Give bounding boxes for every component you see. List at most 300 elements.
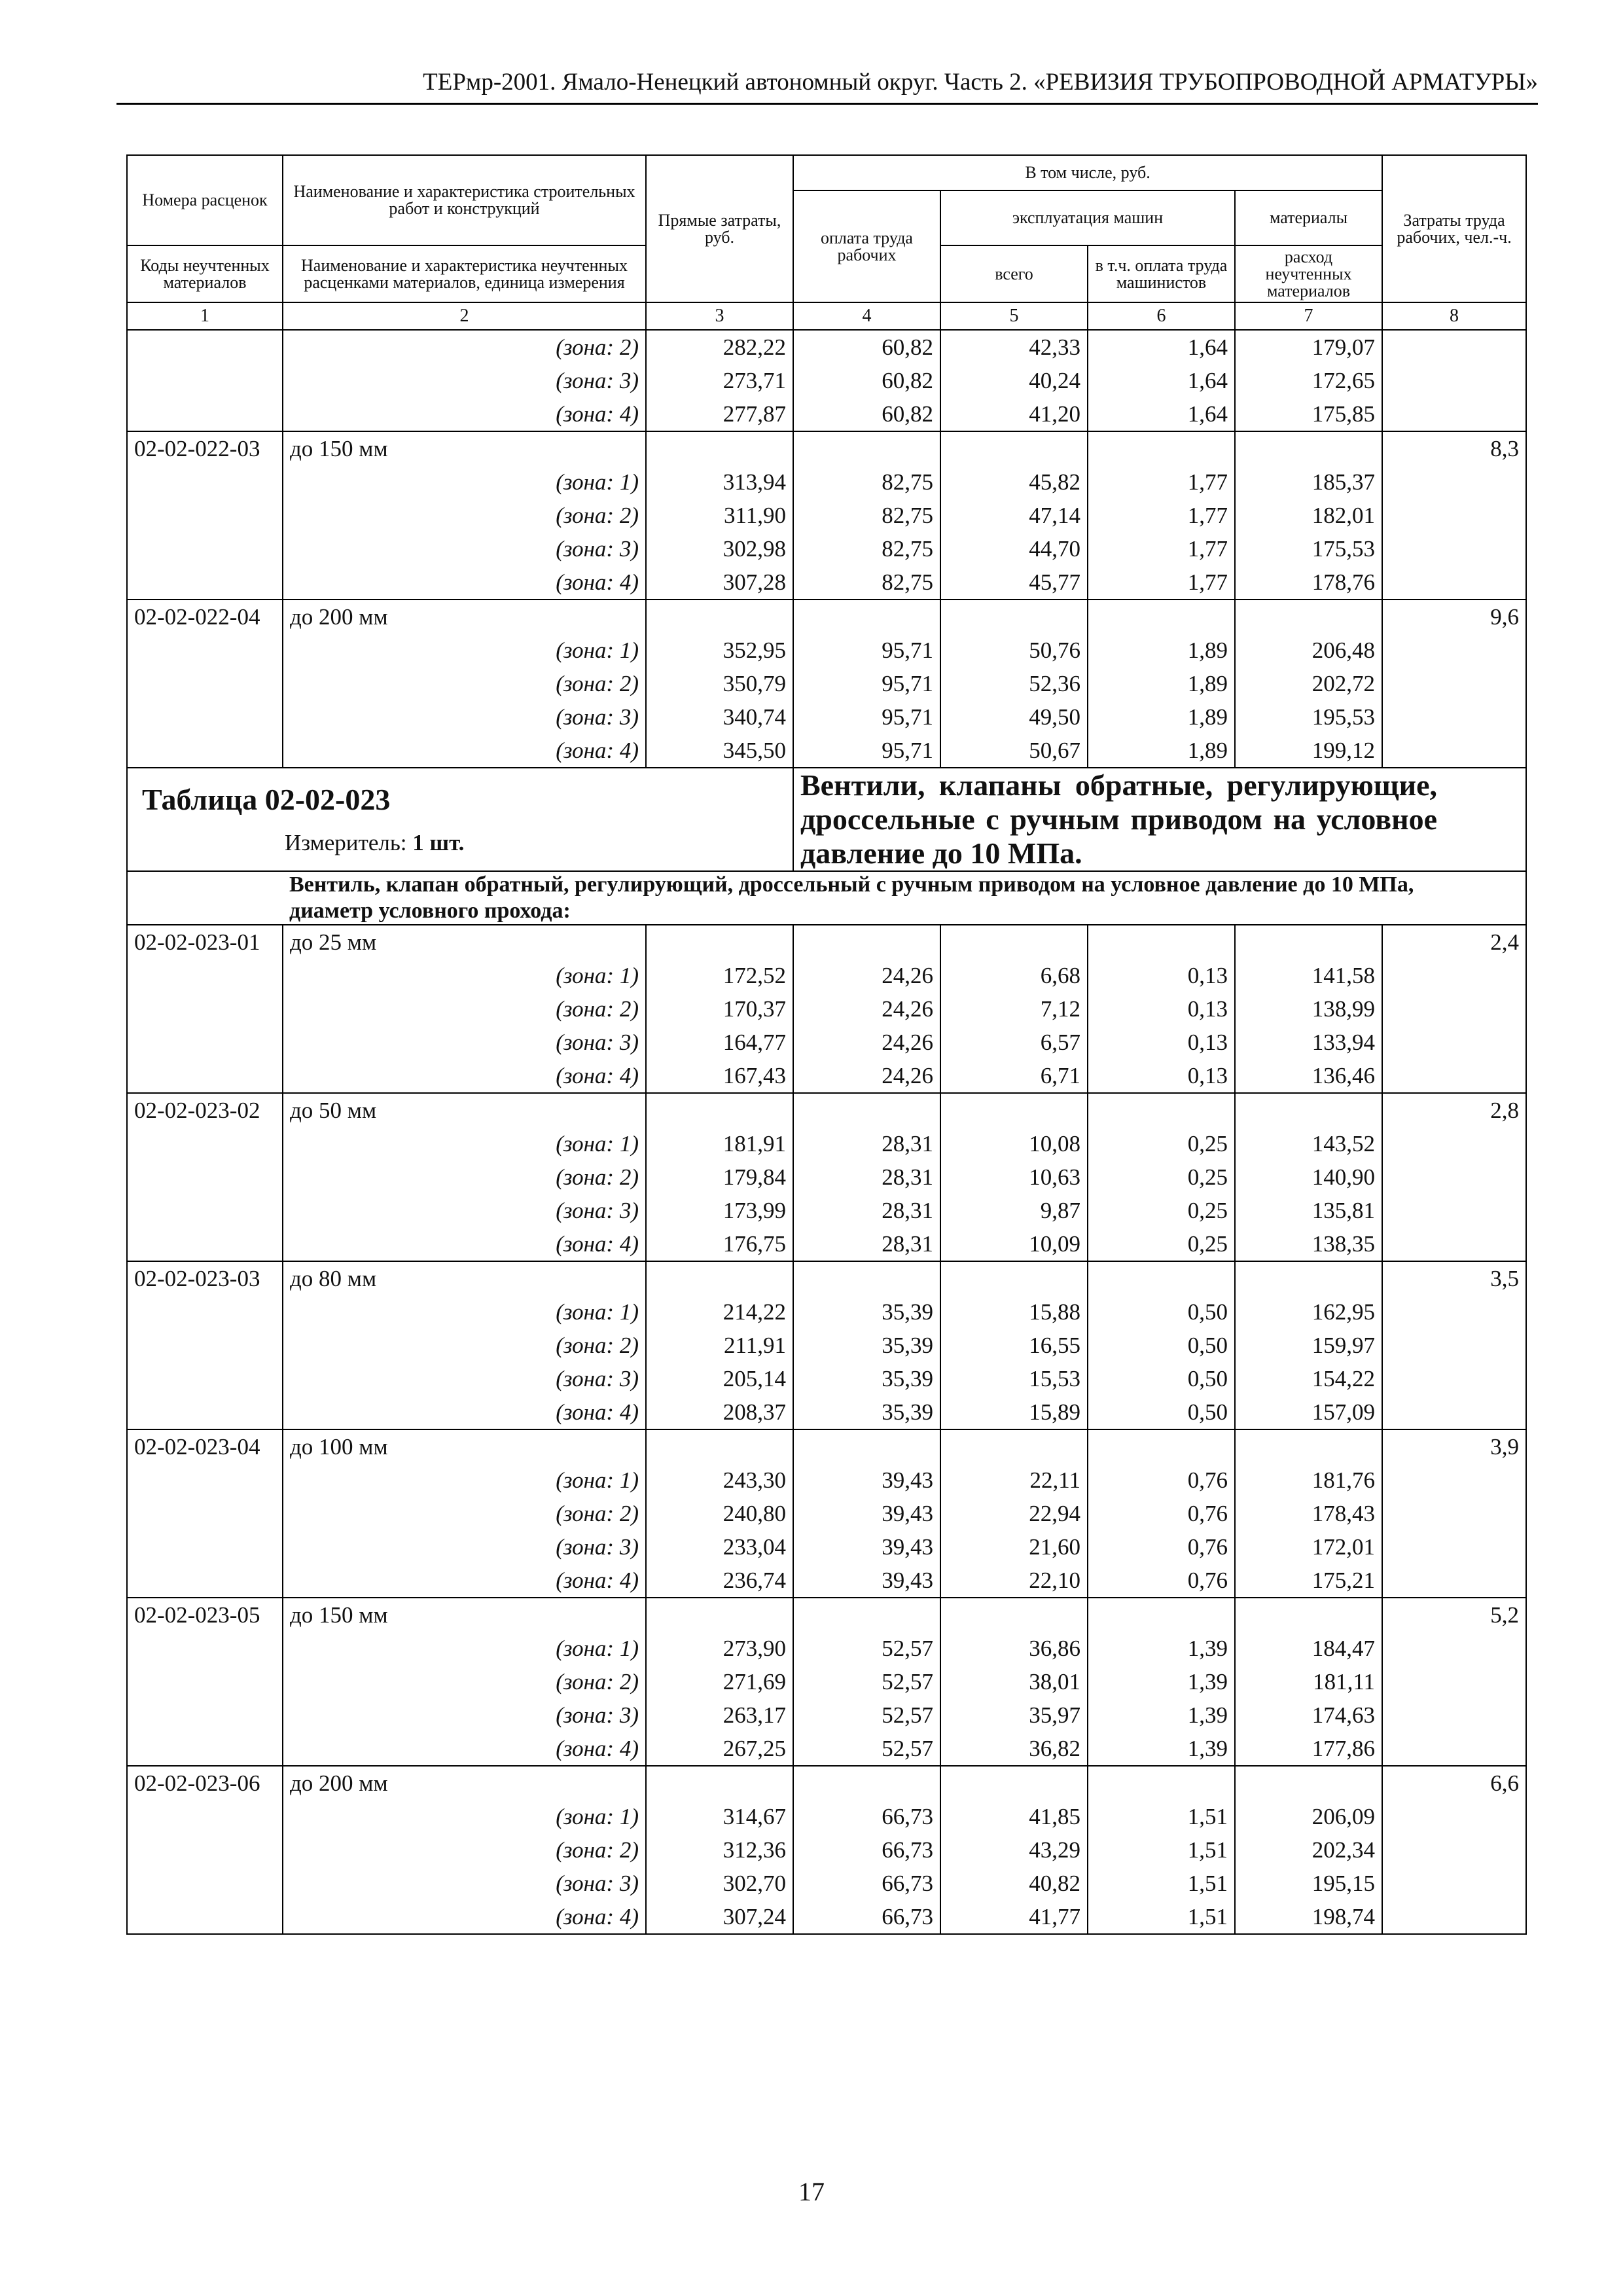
empty-cell xyxy=(1235,1766,1382,1800)
zone-label: (зона: 4) xyxy=(283,565,646,600)
machines-total: 50,76 xyxy=(940,634,1088,667)
labor-pay: 52,57 xyxy=(793,1698,940,1732)
header-machines-total: всего xyxy=(940,245,1088,302)
zone-row xyxy=(127,1227,1526,1261)
drivers-pay: 0,25 xyxy=(1088,1160,1235,1194)
materials-cost: 135,81 xyxy=(1235,1194,1382,1227)
empty-cell xyxy=(127,959,283,992)
empty-cell xyxy=(127,1530,283,1564)
zone-label: (зона: 2) xyxy=(283,1329,646,1362)
materials-cost: 181,76 xyxy=(1235,1463,1382,1497)
drivers-pay: 0,13 xyxy=(1088,1059,1235,1093)
direct-cost: 340,74 xyxy=(646,700,793,734)
materials-cost: 138,35 xyxy=(1235,1227,1382,1261)
zone-row xyxy=(127,532,1526,565)
zone-row xyxy=(127,667,1526,700)
zone-label: (зона: 3) xyxy=(283,1698,646,1732)
empty-cell xyxy=(1382,1295,1526,1329)
drivers-pay: 1,89 xyxy=(1088,700,1235,734)
empty-cell xyxy=(127,330,283,364)
direct-cost: 176,75 xyxy=(646,1227,793,1261)
zone-row xyxy=(127,1564,1526,1598)
zone-label: (зона: 4) xyxy=(283,1395,646,1429)
zone-row xyxy=(127,565,1526,600)
machines-total: 40,82 xyxy=(940,1867,1088,1900)
table-id: Таблица 02-02-023 xyxy=(142,783,391,816)
empty-cell xyxy=(127,871,283,925)
empty-cell xyxy=(793,431,940,465)
direct-cost: 167,43 xyxy=(646,1059,793,1093)
direct-cost: 233,04 xyxy=(646,1530,793,1564)
labor-hours: 2,4 xyxy=(1382,925,1526,959)
empty-cell xyxy=(646,600,793,634)
zone-label: (зона: 3) xyxy=(283,700,646,734)
col-number: 1 xyxy=(127,302,283,330)
labor-pay: 35,39 xyxy=(793,1362,940,1395)
drivers-pay: 0,50 xyxy=(1088,1362,1235,1395)
machines-total: 36,82 xyxy=(940,1732,1088,1766)
zone-label: (зона: 3) xyxy=(283,532,646,565)
zone-label: (зона: 1) xyxy=(283,1800,646,1833)
materials-cost: 172,01 xyxy=(1235,1530,1382,1564)
zone-label: (зона: 3) xyxy=(283,1026,646,1059)
empty-cell xyxy=(127,1800,283,1833)
materials-cost: 157,09 xyxy=(1235,1395,1382,1429)
empty-cell xyxy=(1235,1093,1382,1127)
materials-cost: 185,37 xyxy=(1235,465,1382,499)
rate-name: до 200 мм xyxy=(283,600,646,634)
direct-cost: 345,50 xyxy=(646,734,793,768)
zone-label: (зона: 3) xyxy=(283,1867,646,1900)
empty-cell xyxy=(793,1093,940,1127)
zone-row xyxy=(127,1867,1526,1900)
drivers-pay: 1,64 xyxy=(1088,330,1235,364)
empty-cell xyxy=(127,1362,283,1395)
direct-cost: 173,99 xyxy=(646,1194,793,1227)
labor-pay: 39,43 xyxy=(793,1497,940,1530)
empty-cell xyxy=(127,1867,283,1900)
labor-hours: 3,9 xyxy=(1382,1429,1526,1463)
labor-pay: 95,71 xyxy=(793,667,940,700)
zone-row xyxy=(127,1160,1526,1194)
drivers-pay: 1,51 xyxy=(1088,1833,1235,1867)
rates-table xyxy=(126,154,1527,1935)
materials-cost: 202,72 xyxy=(1235,667,1382,700)
machines-total: 7,12 xyxy=(940,992,1088,1026)
col-number: 8 xyxy=(1382,302,1526,330)
direct-cost: 273,90 xyxy=(646,1632,793,1665)
machines-total: 16,55 xyxy=(940,1329,1088,1362)
empty-cell xyxy=(1235,1429,1382,1463)
machines-total: 36,86 xyxy=(940,1632,1088,1665)
empty-cell xyxy=(1235,600,1382,634)
empty-cell xyxy=(127,1564,283,1598)
empty-cell xyxy=(646,1598,793,1632)
header-consumption: расход неучтенных материалов xyxy=(1235,245,1382,302)
materials-cost: 172,65 xyxy=(1235,364,1382,397)
zone-label: (зона: 2) xyxy=(283,499,646,532)
materials-cost: 138,99 xyxy=(1235,992,1382,1026)
empty-cell xyxy=(1382,1632,1526,1665)
header-in-total: В том числе, руб. xyxy=(793,155,1382,190)
meter xyxy=(134,830,786,856)
direct-cost: 313,94 xyxy=(646,465,793,499)
labor-hours: 6,6 xyxy=(1382,1766,1526,1800)
drivers-pay: 0,76 xyxy=(1088,1530,1235,1564)
materials-cost: 178,76 xyxy=(1235,565,1382,600)
zone-row xyxy=(127,1665,1526,1698)
zone-label: (зона: 3) xyxy=(283,1194,646,1227)
empty-cell xyxy=(1382,959,1526,992)
empty-cell xyxy=(1382,1160,1526,1194)
header-drivers: в т.ч. оплата труда машинистов xyxy=(1088,245,1235,302)
direct-cost: 314,67 xyxy=(646,1800,793,1833)
direct-cost: 179,84 xyxy=(646,1160,793,1194)
zone-row xyxy=(127,1059,1526,1093)
empty-cell xyxy=(940,1093,1088,1127)
drivers-pay: 1,51 xyxy=(1088,1900,1235,1934)
empty-cell xyxy=(127,1665,283,1698)
empty-cell xyxy=(1382,992,1526,1026)
materials-cost: 140,90 xyxy=(1235,1160,1382,1194)
zone-row xyxy=(127,734,1526,768)
group-title-row xyxy=(127,871,1526,925)
empty-cell xyxy=(1382,1463,1526,1497)
labor-pay: 24,26 xyxy=(793,992,940,1026)
empty-cell xyxy=(1235,1598,1382,1632)
empty-cell xyxy=(1382,700,1526,734)
empty-cell xyxy=(940,1261,1088,1295)
zone-label: (зона: 2) xyxy=(283,1497,646,1530)
rate-code: 02-02-022-04 xyxy=(127,600,283,634)
zone-label: (зона: 2) xyxy=(283,667,646,700)
rate-code: 02-02-023-02 xyxy=(127,1093,283,1127)
materials-cost: 182,01 xyxy=(1235,499,1382,532)
empty-cell xyxy=(646,1093,793,1127)
rate-row xyxy=(127,1429,1526,1463)
empty-cell xyxy=(1382,1227,1526,1261)
empty-cell xyxy=(1235,431,1382,465)
direct-cost: 271,69 xyxy=(646,1665,793,1698)
drivers-pay: 0,76 xyxy=(1088,1564,1235,1598)
labor-hours: 2,8 xyxy=(1382,1093,1526,1127)
zone-row xyxy=(127,1026,1526,1059)
labor-pay: 28,31 xyxy=(793,1160,940,1194)
empty-cell xyxy=(127,1497,283,1530)
empty-cell xyxy=(1382,1127,1526,1160)
zone-row xyxy=(127,700,1526,734)
empty-cell xyxy=(1382,1900,1526,1934)
rate-row xyxy=(127,1261,1526,1295)
empty-cell xyxy=(1382,1059,1526,1093)
rate-row xyxy=(127,925,1526,959)
labor-pay: 95,71 xyxy=(793,734,940,768)
empty-cell xyxy=(1382,1362,1526,1395)
zone-label: (зона: 1) xyxy=(283,1295,646,1329)
empty-cell xyxy=(1235,925,1382,959)
zone-label: (зона: 2) xyxy=(283,1833,646,1867)
labor-pay: 82,75 xyxy=(793,532,940,565)
zone-label: (зона: 1) xyxy=(283,1463,646,1497)
zone-row xyxy=(127,1362,1526,1395)
header-materials: материалы xyxy=(1235,190,1382,245)
zone-label: (зона: 2) xyxy=(283,330,646,364)
drivers-pay: 0,13 xyxy=(1088,992,1235,1026)
drivers-pay: 1,77 xyxy=(1088,465,1235,499)
header-direct: Прямые затраты, руб. xyxy=(646,155,793,302)
drivers-pay: 1,51 xyxy=(1088,1800,1235,1833)
empty-cell xyxy=(1382,1530,1526,1564)
zone-row xyxy=(127,1395,1526,1429)
empty-cell xyxy=(793,1598,940,1632)
table-title-cell xyxy=(793,768,1526,871)
rate-row xyxy=(127,1598,1526,1632)
col-number: 6 xyxy=(1088,302,1235,330)
empty-cell xyxy=(793,1429,940,1463)
empty-cell xyxy=(940,1766,1088,1800)
direct-cost: 236,74 xyxy=(646,1564,793,1598)
machines-total: 45,77 xyxy=(940,565,1088,600)
zone-label: (зона: 4) xyxy=(283,397,646,431)
direct-cost: 273,71 xyxy=(646,364,793,397)
empty-cell xyxy=(940,1429,1088,1463)
empty-cell xyxy=(940,431,1088,465)
zone-row xyxy=(127,1463,1526,1497)
empty-cell xyxy=(127,1227,283,1261)
machines-total: 22,11 xyxy=(940,1463,1088,1497)
direct-cost: 307,28 xyxy=(646,565,793,600)
header-name: Наименование и характеристика строительных работ и конструкций xyxy=(283,155,646,245)
empty-cell xyxy=(127,1395,283,1429)
zone-label: (зона: 4) xyxy=(283,734,646,768)
materials-cost: 195,15 xyxy=(1235,1867,1382,1900)
drivers-pay: 1,77 xyxy=(1088,565,1235,600)
direct-cost: 172,52 xyxy=(646,959,793,992)
materials-cost: 162,95 xyxy=(1235,1295,1382,1329)
rate-row xyxy=(127,600,1526,634)
zone-label: (зона: 2) xyxy=(283,1160,646,1194)
labor-pay: 95,71 xyxy=(793,634,940,667)
col-number: 4 xyxy=(793,302,940,330)
empty-cell xyxy=(127,1194,283,1227)
labor-pay: 52,57 xyxy=(793,1665,940,1698)
labor-pay: 66,73 xyxy=(793,1833,940,1867)
drivers-pay: 1,89 xyxy=(1088,634,1235,667)
empty-cell xyxy=(1088,1598,1235,1632)
labor-pay: 39,43 xyxy=(793,1530,940,1564)
materials-cost: 136,46 xyxy=(1235,1059,1382,1093)
zone-row xyxy=(127,330,1526,364)
zone-row xyxy=(127,992,1526,1026)
empty-cell xyxy=(1382,1194,1526,1227)
drivers-pay: 1,77 xyxy=(1088,532,1235,565)
drivers-pay: 1,39 xyxy=(1088,1632,1235,1665)
zone-label: (зона: 1) xyxy=(283,959,646,992)
empty-cell xyxy=(646,1261,793,1295)
empty-cell xyxy=(1382,499,1526,532)
drivers-pay: 0,50 xyxy=(1088,1329,1235,1362)
empty-cell xyxy=(793,925,940,959)
meter-value: 1 шт. xyxy=(412,830,465,855)
machines-total: 40,24 xyxy=(940,364,1088,397)
header-labor: оплата труда рабочих xyxy=(793,190,940,302)
machines-total: 22,94 xyxy=(940,1497,1088,1530)
zone-row xyxy=(127,465,1526,499)
zone-row xyxy=(127,1800,1526,1833)
empty-cell xyxy=(1382,1867,1526,1900)
direct-cost: 302,98 xyxy=(646,532,793,565)
rate-name: до 25 мм xyxy=(283,925,646,959)
materials-cost: 177,86 xyxy=(1235,1732,1382,1766)
drivers-pay: 0,50 xyxy=(1088,1395,1235,1429)
table-title-row xyxy=(127,768,1526,871)
machines-total: 10,63 xyxy=(940,1160,1088,1194)
direct-cost: 307,24 xyxy=(646,1900,793,1934)
materials-cost: 184,47 xyxy=(1235,1632,1382,1665)
labor-pay: 66,73 xyxy=(793,1867,940,1900)
materials-cost: 159,97 xyxy=(1235,1329,1382,1362)
materials-cost: 195,53 xyxy=(1235,700,1382,734)
labor-pay: 52,57 xyxy=(793,1732,940,1766)
page-number: 17 xyxy=(798,2177,825,2206)
machines-total: 22,10 xyxy=(940,1564,1088,1598)
empty-cell xyxy=(1235,1261,1382,1295)
empty-cell xyxy=(1382,397,1526,431)
rate-name: до 50 мм xyxy=(283,1093,646,1127)
header-code: Номера расценок xyxy=(127,155,283,245)
empty-cell xyxy=(1382,1833,1526,1867)
page-header: ТЕРмр-2001. Ямало-Ненецкий автономный округ. Часть 2. «РЕВИЗИЯ ТРУБОПРОВОДНОЙ АРМАТУРЫ» xyxy=(116,67,1538,105)
empty-cell xyxy=(1382,1732,1526,1766)
zone-label: (зона: 2) xyxy=(283,1665,646,1698)
empty-cell xyxy=(793,600,940,634)
zone-label: (зона: 4) xyxy=(283,1059,646,1093)
drivers-pay: 0,25 xyxy=(1088,1227,1235,1261)
labor-pay: 60,82 xyxy=(793,330,940,364)
rate-code: 02-02-023-04 xyxy=(127,1429,283,1463)
zone-label: (зона: 4) xyxy=(283,1732,646,1766)
empty-cell xyxy=(127,700,283,734)
zone-row xyxy=(127,397,1526,431)
labor-hours: 9,6 xyxy=(1382,600,1526,634)
materials-cost: 206,09 xyxy=(1235,1800,1382,1833)
empty-cell xyxy=(127,1732,283,1766)
empty-cell xyxy=(1382,465,1526,499)
zone-label: (зона: 3) xyxy=(283,1362,646,1395)
direct-cost: 240,80 xyxy=(646,1497,793,1530)
empty-cell xyxy=(1382,1564,1526,1598)
materials-cost: 206,48 xyxy=(1235,634,1382,667)
drivers-pay: 1,89 xyxy=(1088,667,1235,700)
labor-pay: 28,31 xyxy=(793,1227,940,1261)
zone-label: (зона: 1) xyxy=(283,465,646,499)
empty-cell xyxy=(1382,1497,1526,1530)
machines-total: 6,68 xyxy=(940,959,1088,992)
direct-cost: 170,37 xyxy=(646,992,793,1026)
col-number: 3 xyxy=(646,302,793,330)
zone-row xyxy=(127,1900,1526,1934)
drivers-pay: 1,39 xyxy=(1088,1698,1235,1732)
rate-code: 02-02-023-03 xyxy=(127,1261,283,1295)
materials-cost: 202,34 xyxy=(1235,1833,1382,1867)
materials-cost: 154,22 xyxy=(1235,1362,1382,1395)
empty-cell xyxy=(1088,925,1235,959)
direct-cost: 302,70 xyxy=(646,1867,793,1900)
empty-cell xyxy=(646,431,793,465)
labor-pay: 82,75 xyxy=(793,465,940,499)
empty-cell xyxy=(127,532,283,565)
materials-cost: 175,21 xyxy=(1235,1564,1382,1598)
empty-cell xyxy=(127,1900,283,1934)
labor-pay: 24,26 xyxy=(793,1059,940,1093)
zone-row xyxy=(127,1698,1526,1732)
rate-code: 02-02-022-03 xyxy=(127,431,283,465)
drivers-pay: 0,25 xyxy=(1088,1127,1235,1160)
labor-hours: 3,5 xyxy=(1382,1261,1526,1295)
empty-cell xyxy=(646,1429,793,1463)
materials-cost: 175,85 xyxy=(1235,397,1382,431)
direct-cost: 312,36 xyxy=(646,1833,793,1867)
drivers-pay: 1,64 xyxy=(1088,397,1235,431)
machines-total: 15,53 xyxy=(940,1362,1088,1395)
labor-pay: 82,75 xyxy=(793,565,940,600)
machines-total: 15,89 xyxy=(940,1395,1088,1429)
empty-cell xyxy=(127,1463,283,1497)
machines-total: 49,50 xyxy=(940,700,1088,734)
drivers-pay: 0,50 xyxy=(1088,1295,1235,1329)
empty-cell xyxy=(127,364,283,397)
drivers-pay: 1,64 xyxy=(1088,364,1235,397)
direct-cost: 267,25 xyxy=(646,1732,793,1766)
zone-label: (зона: 4) xyxy=(283,1900,646,1934)
empty-cell xyxy=(127,565,283,600)
rate-code: 02-02-023-05 xyxy=(127,1598,283,1632)
machines-total: 41,85 xyxy=(940,1800,1088,1833)
empty-cell xyxy=(940,925,1088,959)
drivers-pay: 1,51 xyxy=(1088,1867,1235,1900)
direct-cost: 208,37 xyxy=(646,1395,793,1429)
labor-pay: 95,71 xyxy=(793,700,940,734)
drivers-pay: 0,76 xyxy=(1088,1497,1235,1530)
meter-label: Измеритель: xyxy=(285,830,407,855)
zone-label: (зона: 1) xyxy=(283,1127,646,1160)
empty-cell xyxy=(127,1698,283,1732)
zone-row xyxy=(127,1329,1526,1362)
labor-pay: 24,26 xyxy=(793,1026,940,1059)
drivers-pay: 0,25 xyxy=(1088,1194,1235,1227)
zone-label: (зона: 4) xyxy=(283,1564,646,1598)
empty-cell xyxy=(1382,734,1526,768)
machines-total: 44,70 xyxy=(940,532,1088,565)
empty-cell xyxy=(1088,600,1235,634)
labor-pay: 39,43 xyxy=(793,1564,940,1598)
materials-cost: 179,07 xyxy=(1235,330,1382,364)
direct-cost: 214,22 xyxy=(646,1295,793,1329)
header-code2: Коды неучтенных материалов xyxy=(127,245,283,302)
rate-code: 02-02-023-06 xyxy=(127,1766,283,1800)
labor-pay: 60,82 xyxy=(793,397,940,431)
labor-pay: 66,73 xyxy=(793,1900,940,1934)
empty-cell xyxy=(1382,1698,1526,1732)
direct-cost: 181,91 xyxy=(646,1127,793,1160)
table-id-cell xyxy=(127,768,793,871)
direct-cost: 282,22 xyxy=(646,330,793,364)
direct-cost: 352,95 xyxy=(646,634,793,667)
zone-row xyxy=(127,364,1526,397)
empty-cell xyxy=(127,499,283,532)
rate-code: 02-02-023-01 xyxy=(127,925,283,959)
zone-row xyxy=(127,1833,1526,1867)
